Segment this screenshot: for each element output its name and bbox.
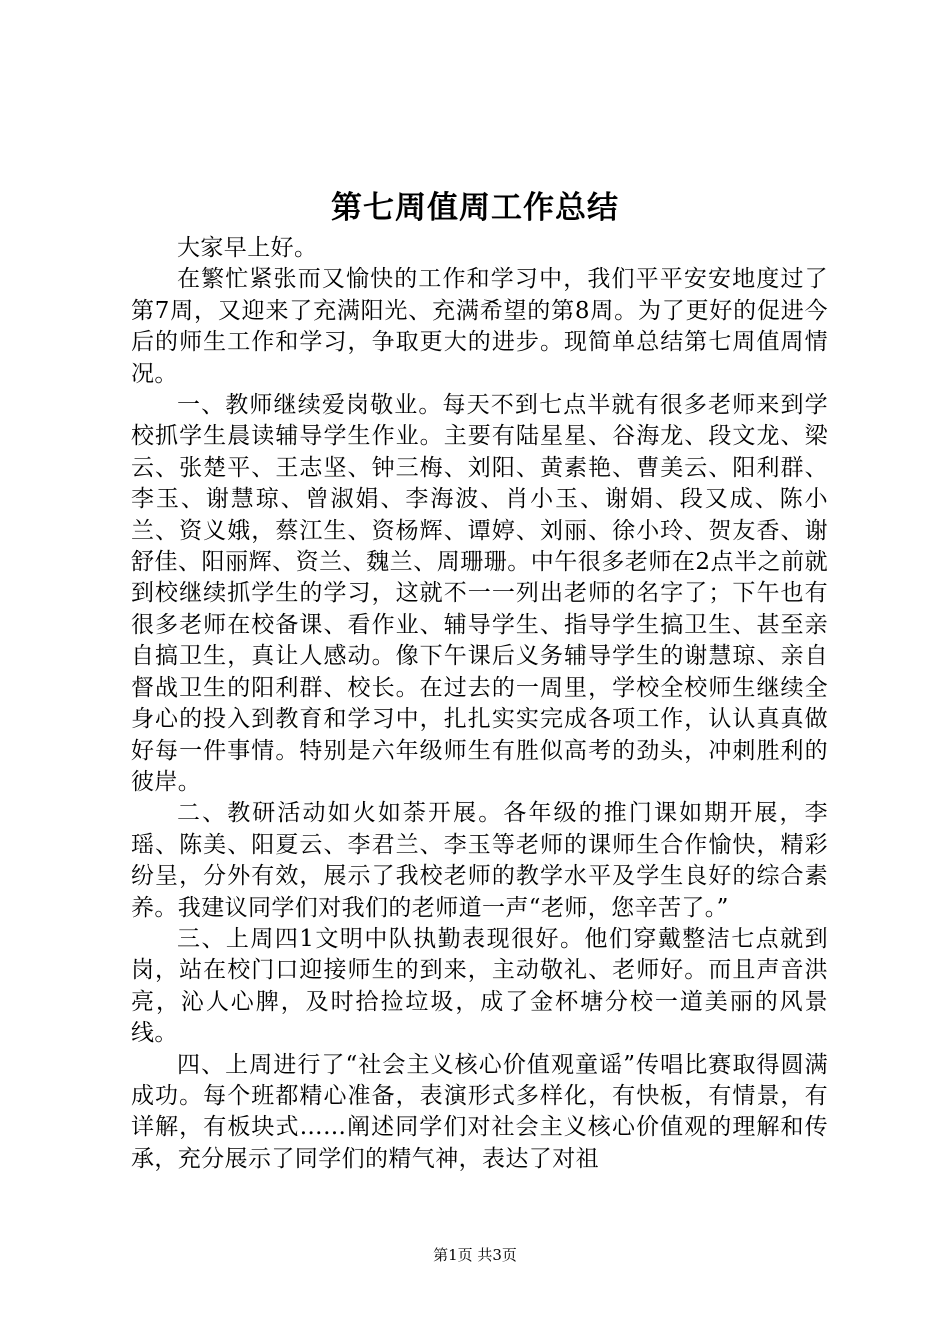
paragraph-intro: 在繁忙紧张而又愉快的工作和学习中，我们平平安安地度过了第7周，又迎来了充满阳光、充满希望的第8周。为了更好的促进今后的师生工作和学习，争取更大的进步。现简单总结第七周值周情况。: [131, 266, 828, 387]
page-footer: 第1页 共3页: [433, 1246, 517, 1264]
paragraph-section-3: 三、上周四1文明中队执勤表现很好。他们穿戴整洁七点就到岗，站在校门口迎接师生的到来，主动敬礼、老师好。而且声音洪亮，沁人心脾，及时拾捡垃圾，成了金杯塘分校一道美丽的风景线。: [131, 925, 828, 1047]
document-body: [131, 233, 828, 1175]
paragraph-section-2: 二、教研活动如火如荼开展。各年级的推门课如期开展，李瑶、陈美、阳夏云、李君兰、李玉等老师的课师生合作愉快，精彩纷呈，分外有效，展示了我校老师的教学水平及学生良好的综合素养。我建议同学们对我们的老师道一声“老师，您辛苦了。”: [131, 800, 828, 921]
paragraph-greeting: 大家早上好。: [177, 235, 318, 261]
paragraph-section-4: 四、上周进行了“社会主义核心价值观童谣”传唱比赛取得圆满成功。每个班都精心准备，表演形式多样化，有快板，有情景，有详解，有板块式……阐述同学们对社会主义核心价值观的理解和传承，充分展示了同学们的精气神，表达了对祖: [131, 1051, 828, 1172]
document-title: 第七周值周工作总结: [331, 190, 619, 226]
paragraph-section-1: 一、教师继续爱岗敬业。每天不到七点半就有很多老师来到学校抓学生晨读辅导学生作业。主要有陆星星、谷海龙、段文龙、梁云、张楚平、王志坚、钟三梅、刘阳、黄素艳、曹美云、阳利群、李玉、谢慧琼、曾淑娟、李海波、肖小玉、谢娟、段又成、陈小兰、资义娥，蔡江生、资杨辉、谭婷、刘丽、徐小玲、贺友香、谢舒佳、阳丽辉、资兰、魏兰、周珊珊。中午很多老师在2点半之前就到校继续抓学生的学习，这就不一一列出老师的名字了；下午也有很多老师在校备课、看作业、辅导学生、指导学生搞卫生、甚至亲自搞卫生，真让人感动。像下午课后义务辅导学生的谢慧琼、亲自督战卫生的阳利群、校长。在过去的一周里，学校全校师生继续全身心的投入到教育和学习中，扎扎实实完成各项工作，认认真真做好每一件事情。特别是六年级师生有胜似高考的劲头，冲刺胜利的彼岸。: [131, 392, 828, 795]
